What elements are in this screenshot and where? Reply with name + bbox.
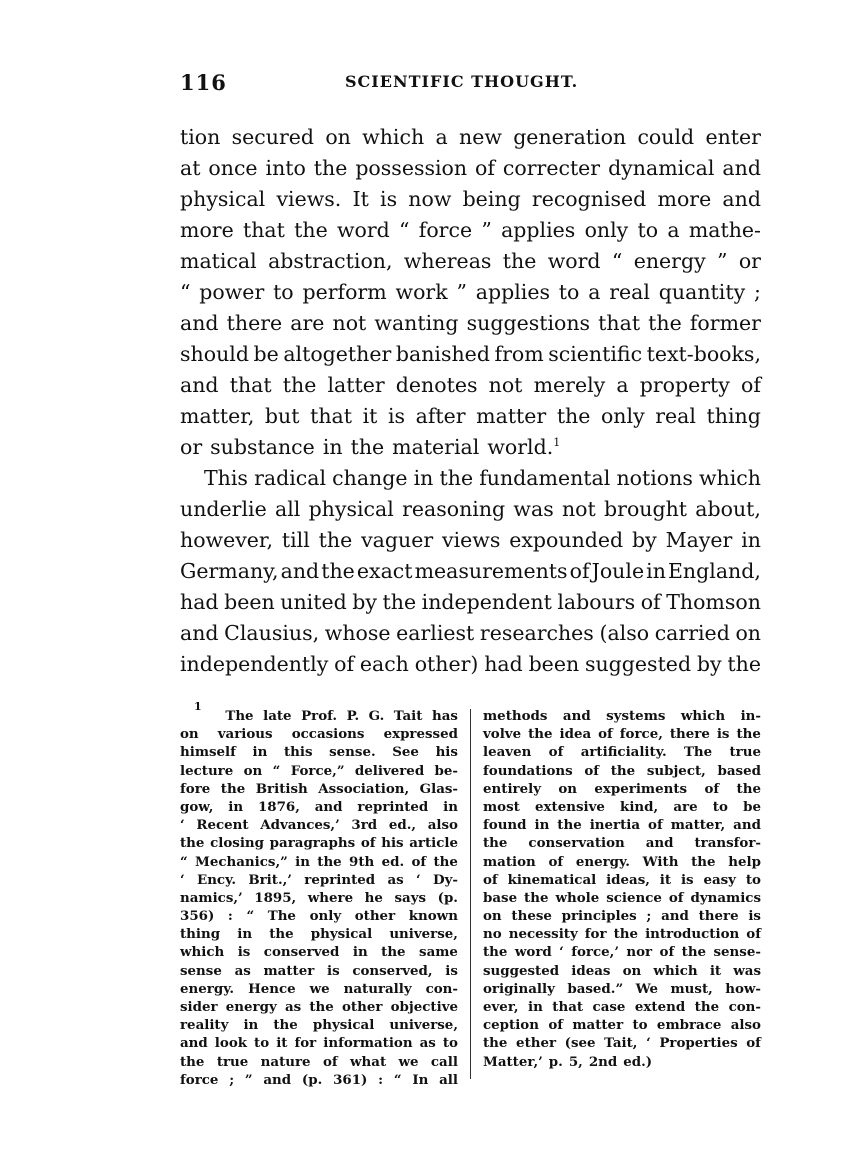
body-line: should be altogether banished from scientific text-books,	[180, 342, 761, 366]
footnote-line: 356) : “ The only other known	[180, 908, 458, 925]
body-line: matical abstraction, whereas the word “ energy ” or	[180, 249, 761, 273]
footnote-line: most extensive kind, are to be	[483, 798, 761, 815]
footnote-line: sider energy as the other objective	[180, 999, 458, 1015]
footnote-line: on these principles ; and there is	[483, 908, 761, 925]
footnote-line: himself in this sense. See his	[180, 744, 458, 761]
footnote-line: found in the inertia of matter, and	[483, 817, 761, 834]
body-line: “ power to perform work ” applies to a real quantity ;	[180, 280, 761, 304]
body-line: underlie all physical reasoning was not brought about,	[180, 497, 761, 521]
footnote-line: suggested ideas on which it was	[483, 962, 761, 979]
footnote-line: reality in the physical universe,	[180, 1017, 458, 1034]
footnote-line: the word ‘ force,’ nor of the sense-	[483, 944, 761, 961]
footnote-line: the conservation and transfor-	[483, 835, 761, 852]
body-line: however, till the vaguer views expounded by Mayer in	[180, 528, 761, 552]
footnote-line: Matter,’ p. 5, 2nd ed.)	[483, 1053, 653, 1070]
footnote-line: ception of matter to embrace also	[483, 1017, 761, 1034]
footnote-line: no necessity for the introduction of	[483, 926, 761, 943]
footnote-line: fore the British Association, Glas-	[180, 780, 458, 797]
body-text	[180, 122, 761, 680]
footnote-line: methods and systems which in-	[483, 708, 761, 724]
page-number: 116	[180, 70, 227, 95]
body-line: This radical change in the fundamental notions which	[204, 466, 761, 490]
footnote-line: ‘ Recent Advances,’ 3rd ed., also	[180, 817, 458, 834]
footnote-column-divider	[470, 709, 471, 1079]
footnote-line: thing in the physical universe,	[180, 926, 458, 943]
body-line: physical views. It is now being recognised more and	[180, 187, 761, 211]
footnote-line: the true nature of what we call	[180, 1053, 458, 1070]
footnote-line: leaven of artificiality. The true	[483, 744, 761, 761]
footnote-line: foundations of the subject, based	[483, 762, 761, 779]
footnote-column-right	[483, 707, 761, 1071]
footnote-column-left	[180, 700, 458, 1089]
footnote-line: entirely on experiments of the	[483, 780, 761, 797]
body-line: tion secured on which a new generation could enter	[180, 125, 761, 149]
footnote-line: gow, in 1876, and reprinted in	[180, 798, 458, 815]
footnote-line: lecture on “ Force,” delivered be-	[180, 762, 458, 779]
footnote-line: which is conserved in the same	[180, 944, 458, 961]
body-line: had been united by the independent labours of Thomson	[180, 590, 761, 614]
running-head	[180, 70, 760, 100]
footnote-line: on various occasions expressed	[180, 726, 458, 743]
body-line: independently of each other) had been suggested by the	[180, 652, 761, 676]
footnote-line: ever, in that case extend the con-	[483, 999, 761, 1015]
footnote-line: the ether (see Tait, ‘ Properties of	[483, 1035, 761, 1052]
body-line: or substance in the material world.$^1$	[180, 435, 561, 459]
running-title: SCIENTIFIC THOUGHT.	[345, 72, 579, 91]
footnote-line: and look to it for information as to	[180, 1035, 458, 1052]
footnote-marker: 1	[194, 700, 202, 713]
footnote-line: the closing paragraphs of his article	[180, 835, 458, 852]
body-line: and that the latter denotes not merely a property of	[180, 373, 761, 397]
footnote-line: volve the idea of force, there is the	[483, 726, 761, 743]
footnote-line: energy. Hence we naturally con-	[180, 980, 458, 997]
body-line: matter, but that it is after matter the only real thing	[180, 404, 761, 428]
footnote-line: namics,’ 1895, where he says (p.	[180, 889, 458, 906]
footnote-line: ‘ Ency. Brit.,’ reprinted as ‘ Dy-	[180, 871, 458, 888]
footnote-line: base the whole science of dynamics	[483, 889, 761, 906]
footnote-line: 1 The late Prof. P. G. Tait has	[194, 700, 458, 724]
body-line: at once into the possession of correcter dynamical and	[180, 156, 761, 180]
footnote-marker: 1	[553, 436, 561, 450]
footnote-line: mation of energy. With the help	[483, 853, 761, 870]
body-line: and Clausius, whose earliest researches (also carried on	[180, 621, 761, 645]
body-line: and there are not wanting suggestions that the former	[180, 311, 761, 335]
footnote-line: of kinematical ideas, it is easy to	[483, 871, 761, 888]
footnote-line: sense as matter is conserved, is	[180, 962, 458, 979]
footnote-line: “ Mechanics,” in the 9th ed. of the	[180, 853, 458, 870]
body-line: more that the word “ force ” applies only to a mathe-	[180, 218, 761, 242]
body-line: Germany, and the exact measurements of Joule in England,	[180, 559, 761, 583]
footnote-line: originally based.” We must, how-	[483, 980, 761, 997]
footnote-line: force ; ” and (p. 361) : “ In all	[180, 1071, 458, 1088]
